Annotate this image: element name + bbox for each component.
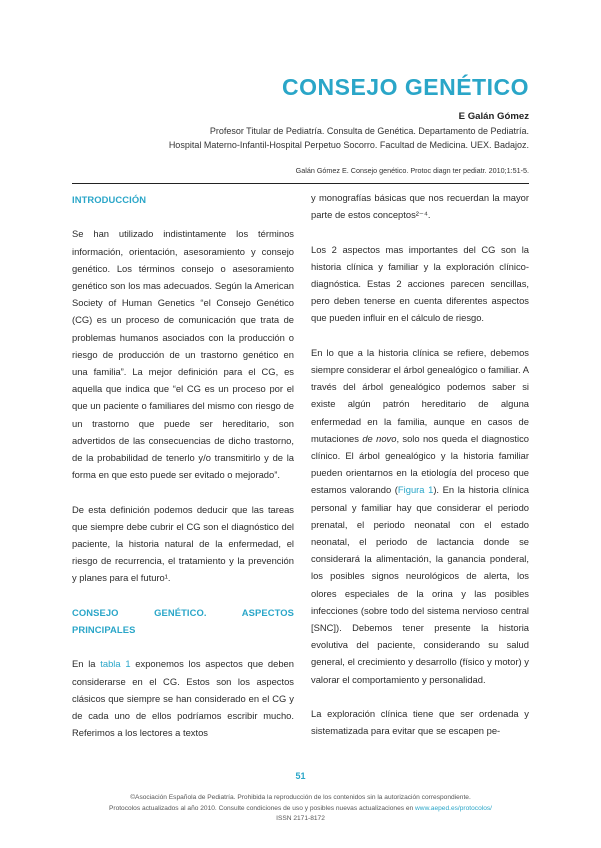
paragraph: y monografías básicas que nos recuerdan la mayor parte de estos conceptos²⁻⁴. bbox=[311, 192, 529, 221]
paragraph-text: exponemos los aspectos que deben considerarse en el CG. Estos son los aspectos clásicos que siempre se han considerado en el CG y de cada uno de ellos podríamos escribir mucho. Referimos a los lectores a textos bbox=[72, 658, 294, 739]
affiliation-line: Hospital Materno-Infantil-Hospital Perpetuo Socorro. Facultad de Medicina. UEX. Badajoz. bbox=[168, 140, 529, 150]
author-affiliation bbox=[89, 124, 529, 152]
footer bbox=[72, 793, 529, 825]
citation: Galán Gómez E. Consejo genético. Protoc diagn ter pediatr. 2010;1:51-5. bbox=[295, 166, 529, 175]
section-heading-aspectos: CONSEJO GENÉTICO. ASPECTOS PRINCIPALES bbox=[72, 606, 294, 636]
protocols-text: Protocolos actualizados al año 2010. Consulte condiciones de uso y posibles nuevas actualizaciones en bbox=[108, 804, 416, 812]
issn-line: ISSN 2171-8172 bbox=[276, 815, 325, 823]
italic-term: de novo bbox=[362, 432, 397, 444]
paragraph-text: En lo que a la historia clínica se refiere, debemos siempre considerar el árbol genealógico o familiar. A través del árbol genealógico podemos saber si existe algún patrón hereditario de alguna enfermedad en la familia, aunque en casos de mutaciones bbox=[311, 346, 529, 444]
header-divider bbox=[72, 183, 529, 184]
paragraph: Los 2 aspectos mas importantes del CG son la historia clínica y familiar y la exploración clínico-diagnóstica. Estas 2 acciones parecen sencillas, pero deben tenerse en cuenta diferentes aspectos que pueden influir en el cálculo de riesgo. bbox=[311, 243, 529, 324]
paragraph-text: ). En la historia clínica personal y familiar hay que considerar el periodo prenatal, el periodo neonatal con el estado neonatal, el periodo de lactancia donde se considerará la alimentación, la ganancia ponderal, los posibles signos neurológicos de alerta, los olores especiales de la orina y las posibles infecciones (sobre todo del sistema nervioso central [SNC]). Debemos tener presente la historia evolutiva del paciente, considerando su salud general, el crecimiento y desarrollo (físico y motor) y valorar el comportamiento y personalidad. bbox=[311, 484, 529, 685]
paragraph: La exploración clínica tiene que ser ordenada y sistematizada para evitar que se escapen pe- bbox=[311, 708, 529, 737]
author-name: E Galán Gómez bbox=[458, 111, 529, 122]
page-title: CONSEJO GENÉTICO bbox=[282, 74, 529, 100]
copyright-line: ©Asociación Española de Pediatría. Prohibida la reproducción de los contenidos sin la autorización correspondiente. bbox=[130, 794, 471, 801]
protocols-line bbox=[72, 804, 529, 815]
protocols-link[interactable]: www.aeped.es/protocolos/ bbox=[415, 804, 493, 812]
page-number: 51 bbox=[295, 771, 306, 781]
section-heading-introduccion: INTRODUCCIÓN bbox=[72, 194, 147, 205]
paragraph bbox=[72, 655, 294, 741]
right-column bbox=[311, 189, 529, 757]
tabla-1-link[interactable]: tabla 1 bbox=[100, 658, 131, 670]
paragraph: De esta definición podemos deducir que las tareas que siempre debe cubrir el CG son el diagnóstico del paciente, la historia natural de la enfermedad, el riesgo de recurrencia, el tratamiento y la prevención y planes para el futuro¹. bbox=[72, 503, 294, 584]
affiliation-line: Profesor Titular de Pediatría. Consulta de Genética. Departamento de Pediatría. bbox=[209, 126, 529, 136]
paragraph-text: En la bbox=[72, 658, 101, 670]
figura-1-link[interactable]: Figura 1 bbox=[397, 484, 434, 496]
paragraph bbox=[311, 344, 529, 688]
left-column bbox=[72, 189, 294, 759]
paragraph-text: , solo nos queda el diagnostico clínico. El árbol genealógico y la historia familiar pueden orientarnos en la etiología del proceso que estamos valorando ( bbox=[311, 432, 529, 496]
paragraph: Se han utilizado indistintamente los términos información, orientación, asesoramiento y consejo genético. Los términos consejo o asesoramiento genético son los mas adecuados. Según la American Society of Human Genetics “el Consejo Genético (CG) es un proceso de comunicación que trata de problemas humanos asociados con la producción o riesgo de producción de un trastorno genético en una familia”. La mejor definición para el CG, es aquella que indica que “el CG es un proceso por el que un paciente o familiares del mismo con riesgo de un trastorno que puede ser hereditario, son advertidos de las consecuencias de dicho trastorno, de la probabilidad de tenerlo y/o transmitirlo y de la forma en que esto puede ser evitado o mejorado”. bbox=[72, 228, 294, 481]
